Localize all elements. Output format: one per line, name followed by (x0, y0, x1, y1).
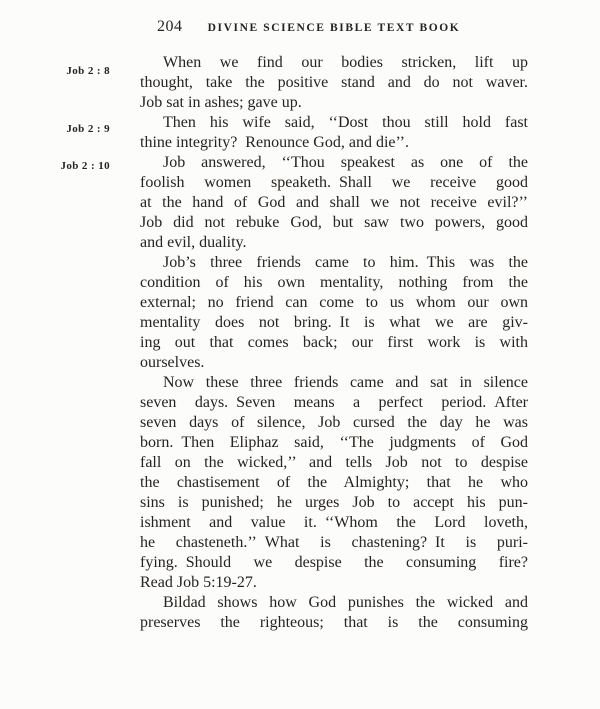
text-line: seven days of silence, Job cursed the day he was (140, 414, 528, 431)
paragraph (140, 593, 528, 633)
text-line: at the hand of God and shall we not receive evil?’’ (140, 194, 528, 211)
text-line: Job’s three friends came to him. This was the (163, 254, 528, 271)
text-line: he chasteneth.’’ What is chastening? It is puri- (140, 534, 528, 551)
text-line: born. Then Eliphaz said, ‘‘The judgments of God (140, 434, 528, 451)
text-line: seven days. Seven means a perfect period. After (140, 394, 528, 411)
text-line: fall on the wicked,’’ and tells Job not to despise (140, 454, 528, 471)
text-line: Job sat in ashes; gave up. (140, 94, 302, 111)
paragraph (140, 113, 528, 153)
text-line: Job did not rebuke God, but saw two powers, good (140, 214, 528, 231)
text-line: sins is punished; he urges Job to accept his pun- (140, 494, 528, 511)
margin-note: Job 2 : 8 (66, 65, 110, 77)
text-line: Bildad shows how God punishes the wicked and (163, 594, 528, 611)
text-line: foolish women speaketh. Shall we receive good (140, 174, 528, 191)
margin-note: Job 2 : 10 (60, 160, 110, 172)
book-title: DIVINE SCIENCE BIBLE TEXT BOOK (207, 22, 461, 34)
text-line: ourselves. (140, 354, 205, 371)
text-line: Read Job 5:19-27. (140, 574, 257, 591)
text-line: Now these three friends came and sat in silence (163, 374, 528, 391)
margin-notes (0, 0, 110, 709)
text-line: ishment and value it. ‘‘Whom the Lord loveth, (140, 514, 528, 531)
text-line: preserves the righteous; that is the consuming (140, 614, 528, 631)
margin-note: Job 2 : 9 (66, 123, 110, 135)
paragraph (140, 153, 528, 253)
text-line: and evil, duality. (140, 234, 247, 251)
text-line: condition of his own mentality, nothing from the (140, 274, 528, 291)
text-line: thine integrity? Renounce God, and die’’. (140, 134, 409, 151)
paragraph (140, 373, 528, 593)
text-line: When we find our bodies stricken, lift up (163, 54, 528, 71)
text-line: ing out that comes back; our first work is with (140, 334, 528, 351)
text-line: Then his wife said, ‘‘Dost thou still hold fast (163, 114, 528, 131)
paragraph (140, 253, 528, 373)
text-line: mentality does not bring. It is what we are giv- (140, 314, 528, 331)
page-number: 204 (157, 18, 183, 35)
text-line: fying. Should we despise the consuming fire? (140, 554, 528, 571)
text-line: external; no friend can come to us whom our own (140, 294, 528, 311)
paragraph (140, 53, 528, 113)
text-line: Job answered, ‘‘Thou speakest as one of the (163, 154, 528, 171)
text-line: the chastisement of the Almighty; that he who (140, 474, 528, 491)
text-line: thought, take the positive stand and do not waver. (140, 74, 528, 91)
text-column (140, 53, 528, 633)
